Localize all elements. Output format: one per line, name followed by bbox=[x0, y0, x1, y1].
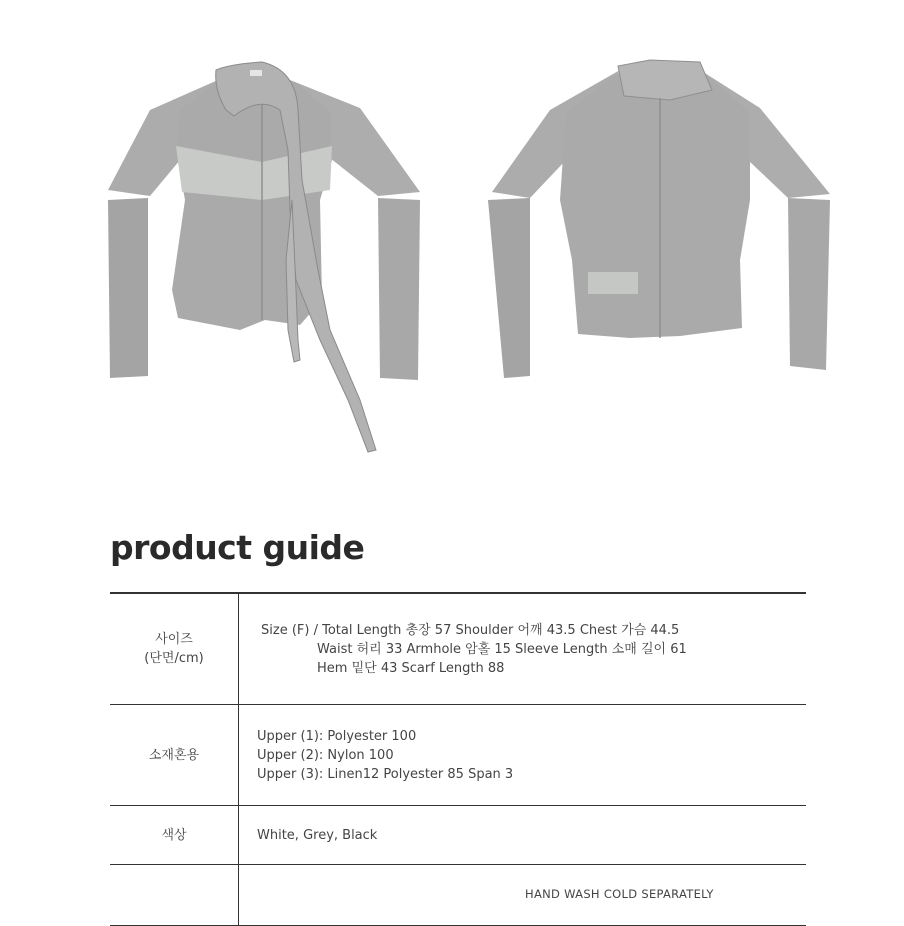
color-row bbox=[110, 806, 806, 865]
size-line-1: Size (F) / Total Length 총장 57 Shoulder 어깨 43.5 Chest 가슴 44.5 bbox=[261, 622, 680, 638]
size-value bbox=[239, 593, 807, 705]
size-label-line-1: 사이즈 bbox=[155, 632, 193, 647]
garment-front-image bbox=[108, 62, 420, 452]
size-label bbox=[110, 593, 239, 705]
color-label: 색상 bbox=[110, 806, 239, 865]
care-instructions: HAND WASH COLD SEPARATELY bbox=[525, 887, 714, 901]
product-guide-title: product guide bbox=[110, 528, 365, 567]
color-value: White, Grey, Black bbox=[239, 806, 807, 865]
size-line-2: Waist 허리 33 Armhole 암홀 15 Sleeve Length 소매 길이 61 bbox=[317, 641, 687, 657]
material-label: 소재혼용 bbox=[110, 705, 239, 806]
care-row bbox=[110, 865, 806, 926]
material-line-1: Upper (1): Polyester 100 bbox=[257, 728, 417, 744]
size-line-3: Hem 밑단 43 Scarf Length 88 bbox=[317, 660, 505, 676]
material-value bbox=[239, 705, 807, 806]
material-row bbox=[110, 705, 806, 806]
care-label bbox=[110, 865, 239, 926]
material-line-3: Upper (3): Linen12 Polyester 85 Span 3 bbox=[257, 766, 514, 782]
material-line-2: Upper (2): Nylon 100 bbox=[257, 747, 394, 763]
care-value bbox=[239, 865, 807, 926]
size-row bbox=[110, 593, 806, 705]
product-guide-table bbox=[110, 592, 806, 926]
garment-back-image bbox=[488, 60, 830, 378]
size-label-line-2: (단면/cm) bbox=[144, 651, 204, 666]
